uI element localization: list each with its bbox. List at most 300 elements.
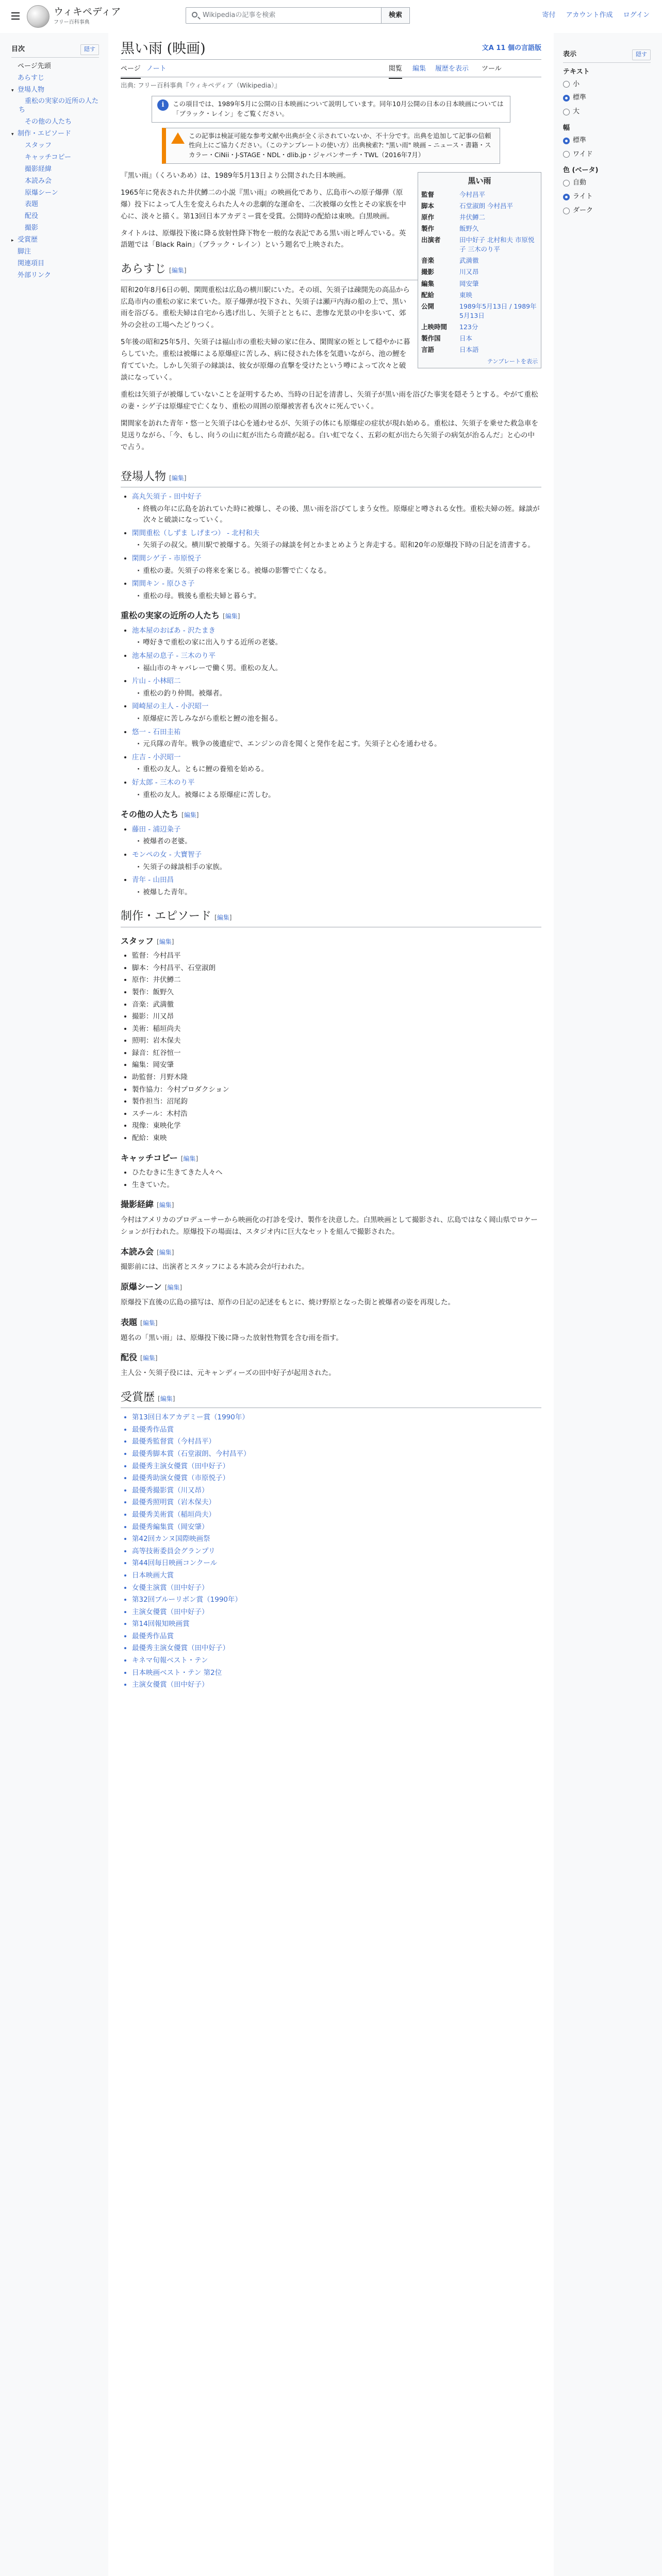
- reading-paragraph: 撮影前には、出演者とスタッフによる本読み会が行われた。: [121, 1263, 309, 1272]
- toc-item-label[interactable]: キャッチコピー: [25, 153, 71, 161]
- toc-item-label[interactable]: 撮影: [25, 224, 39, 232]
- infobox-row: [421, 212, 538, 223]
- character-name[interactable]: 池本屋のおばあ - 沢たまき: [132, 626, 216, 635]
- section-heading-cast: [121, 1351, 541, 1364]
- character-name[interactable]: 庄吉 - 小沢昭一: [132, 753, 181, 761]
- infobox-row: [421, 321, 538, 333]
- award-item[interactable]: • キネマ旬報ベスト・テン: [132, 1655, 541, 1667]
- edit-section-link[interactable]: [編集]: [157, 1248, 174, 1256]
- staff-item: • 原作：井伏鱒二: [132, 975, 541, 986]
- edit-section-link[interactable]: [編集]: [223, 613, 240, 620]
- radio-icon[interactable]: [563, 95, 570, 101]
- infobox-row: [421, 333, 538, 344]
- awards-list: [121, 1412, 541, 1691]
- edit-label[interactable]: 編集: [171, 267, 184, 275]
- infobox-key: 編集: [421, 279, 435, 287]
- staff-item: • 監督：今村昌平: [132, 951, 541, 962]
- character-name[interactable]: 片山 - 小林昭二: [132, 677, 181, 686]
- staff-item: • 製作担当：沼尾鈞: [132, 1096, 541, 1108]
- heading-text: スタッフ: [121, 936, 154, 946]
- tab-edit[interactable]: 編集: [412, 65, 426, 73]
- staff-item: • 録音：紅谷愃一: [132, 1048, 541, 1059]
- infobox-value[interactable]: 東映: [459, 291, 473, 299]
- heading-text: 表題: [121, 1317, 138, 1327]
- section-heading-catchcopy: [121, 1151, 541, 1165]
- award-item[interactable]: • 第32回ブルーリボン賞（1990年）: [132, 1595, 541, 1606]
- infobox-value[interactable]: 123分: [459, 323, 478, 331]
- character-desc: · 重松の母。戦後も重松夫婦と暮らす。: [143, 591, 541, 602]
- toc-item[interactable]: [11, 270, 99, 282]
- heading-text: 配役: [121, 1352, 138, 1363]
- synopsis-paragraph: 重松は矢須子が被爆していないことを証明するため、当時の日記を清書し、矢須子が黒い雨を浴びた事実を隠そうとする。やがて重松の妻・シゲ子は原爆症で亡くなり、重松の周囲の原爆被害者も次々に死んでいく。: [121, 391, 538, 411]
- from-wikipedia: 出典: フリー百科事典『ウィキペディア（Wikipedia）』: [121, 81, 281, 89]
- award-item[interactable]: • 第42回カンヌ国際映画祭: [132, 1534, 541, 1545]
- neighbors-list: [121, 625, 541, 801]
- staff-list: [121, 951, 541, 1144]
- award-item[interactable]: • 日本映画大賞: [132, 1570, 541, 1582]
- award-item[interactable]: • 最優秀助演女優賞（市原悦子）: [132, 1473, 541, 1484]
- edit-section-link[interactable]: [編集]: [157, 1201, 174, 1209]
- characters-list: [121, 492, 541, 602]
- toc-item[interactable]: [11, 84, 99, 96]
- character-desc: · 元兵隊の青年。戦争の後遺症で、エンジンの音を聞くと発作を起こす。矢須子と心を通わせる。: [143, 739, 541, 750]
- edit-section-link[interactable]: [編集]: [214, 914, 232, 922]
- character-item: [132, 579, 541, 602]
- infobox-value[interactable]: 田中好子 北村和夫 市原悦子 三木のり平: [459, 236, 535, 253]
- infobox-rows: [421, 189, 538, 356]
- infobox-key: 撮影: [421, 268, 435, 276]
- award-item[interactable]: • 最優秀作品賞: [132, 1425, 541, 1436]
- heading-text: 撮影経緯: [121, 1199, 154, 1210]
- heading-text: 受賞歴: [121, 1391, 155, 1404]
- toc-title: 目次: [11, 45, 25, 53]
- character-name[interactable]: 池本屋の息子 - 三木のり平: [132, 652, 216, 660]
- staff-item: • 撮影：川又昂: [132, 1011, 541, 1023]
- infobox-value[interactable]: 日本語: [459, 346, 479, 354]
- shoot-paragraph: 今村はアメリカのプロデューサーから映画化の打診を受け、製作を決意した。白黒映画として撮影され、広島ではなく岡山県でロケーションが行われた。原爆投下の場面は、スタジオ内に巨大なセットを組んで撮影された。: [121, 1216, 538, 1236]
- option-label: 標準: [573, 136, 587, 144]
- character-name[interactable]: 藤田 - 浦辺粂子: [132, 825, 181, 834]
- award-item[interactable]: • 最優秀作品賞: [132, 1631, 541, 1642]
- award-item[interactable]: • 高等技術委員会グランプリ: [132, 1546, 541, 1557]
- create-account-link[interactable]: アカウント作成: [566, 11, 613, 19]
- character-item: [132, 850, 541, 873]
- character-item: [132, 651, 541, 674]
- staff-item: • 編集：岡安肇: [132, 1060, 541, 1071]
- character-item: [132, 528, 541, 551]
- toc-item[interactable]: [11, 246, 99, 258]
- user-links: [534, 10, 650, 21]
- character-desc: · 重松の友人。ともに鯉の養殖を始める。: [143, 764, 541, 775]
- edit-label[interactable]: 編集: [160, 1395, 173, 1402]
- edit-section-link[interactable]: [編集]: [164, 1284, 183, 1292]
- infobox: [418, 172, 541, 369]
- infobox-row: [421, 266, 538, 278]
- section-heading-staff: [121, 935, 541, 948]
- catchcopy-list: [121, 1167, 541, 1191]
- title-paragraph: 題名の「黒い雨」は、原爆投下後に降った放射性物質を含む雨を指す。: [121, 1333, 343, 1342]
- character-name[interactable]: 悠一 - 石田圭祐: [132, 727, 181, 736]
- toc-item-label[interactable]: 本読み会: [25, 177, 52, 185]
- award-item[interactable]: • 主演女優賞（田中好子）: [132, 1680, 541, 1691]
- section-heading-others: [121, 808, 541, 821]
- infobox-key: 出演者: [421, 236, 441, 244]
- character-name[interactable]: 閑間重松（しずま しげまつ） - 北村和夫: [132, 529, 260, 537]
- login-link[interactable]: ログイン: [623, 11, 650, 19]
- page-tabs: [121, 60, 541, 77]
- character-name[interactable]: 高丸矢須子 - 田中好子: [132, 492, 202, 501]
- option-label: ワイド: [573, 150, 593, 158]
- character-name[interactable]: 岡崎屋の主人 - 小沢昭一: [132, 702, 209, 711]
- edit-label[interactable]: 編集: [159, 938, 172, 945]
- edit-section-link[interactable]: [編集]: [158, 1395, 175, 1402]
- toc-item-label[interactable]: 外部リンク: [18, 271, 51, 279]
- toc-item-label[interactable]: スタッフ: [25, 142, 52, 150]
- character-desc-list: [132, 688, 541, 700]
- infobox-value[interactable]: 1989年5月13日 / 1989年5月13日: [459, 302, 537, 319]
- table-of-contents: [11, 44, 99, 282]
- appearance-panel: [563, 44, 651, 218]
- character-item: [132, 824, 541, 848]
- text-size-option[interactable]: [563, 105, 651, 119]
- search-button[interactable]: 検索: [381, 7, 410, 24]
- edit-section-link[interactable]: [編集]: [157, 938, 174, 945]
- award-item[interactable]: • 最優秀脚本賞（石堂淑朗、今村昌平）: [132, 1449, 541, 1460]
- synopsis-paragraph: 昭和20年8月6日の朝、閑間重松は広島の横川駅にいた。その頃、矢須子は疎開先の高品から広島市内の重松の家に来ていた。原子爆弾が投下され、矢須子は瀬戸内海の船の上で、黒い雨を浴びる。重松夫婦は自宅から逃げ出し、矢須子とともに、悲惨な光景の中を歩いて、郊外の会社の工場へたどりつく。: [121, 285, 410, 330]
- tab-history[interactable]: 履歴を表示: [435, 65, 469, 73]
- award-item[interactable]: • 最優秀主演女優賞（田中好子）: [132, 1461, 541, 1472]
- site-header: [0, 0, 662, 33]
- character-item: [132, 752, 541, 775]
- award-item[interactable]: • 最優秀撮影賞（川又昂）: [132, 1485, 541, 1497]
- intro-paragraph: 1965年に発表された井伏鱒二の小説『黒い雨』の映画化であり、広島市への原子爆弾（原爆）投下によって人生を変えられた人々の悲劇的な運命を、二次被爆の女性とその家族を中心に、淡々と描く。第13回日本アカデミー賞を受賞。公開時の配給は東映。白黒映画。: [121, 188, 406, 221]
- language-button[interactable]: 文A 11 個の言語版: [482, 44, 541, 52]
- character-desc-list: [132, 714, 541, 725]
- toc-item[interactable]: [11, 258, 99, 270]
- character-desc: · 福山市のキャバレーで働く男。重松の友人。: [143, 663, 541, 674]
- infobox-key: 上映時間: [421, 323, 448, 331]
- edit-label[interactable]: 編集: [167, 1284, 180, 1292]
- character-desc-list: [132, 790, 541, 801]
- staff-item: • 助監督：月野木隆: [132, 1072, 541, 1083]
- radio-icon[interactable]: [563, 138, 570, 144]
- wordmark[interactable]: ウィキペディア: [54, 6, 121, 18]
- notice-text: この記事は検証可能な参考文献や出典が全く示されていないか、不十分です。出典を追加して記事の信頼性向上にご協力ください。（このテンプレートの使い方）出典検索?: "黒い雨" 映画 – ニュース・書籍・スカラー・CiNii・J-STAGE・NDL・dlib.jp・ジャパンサーチ・TWL（2016年7月）: [189, 131, 491, 159]
- heading-text: 登場人物: [121, 470, 167, 483]
- infobox-value[interactable]: 岡安肇: [459, 279, 479, 287]
- infobox-value[interactable]: 日本: [459, 334, 473, 343]
- toc-item[interactable]: [11, 96, 99, 116]
- edit-section-link[interactable]: [編集]: [180, 1155, 198, 1162]
- toc-item-label[interactable]: 重松の実家の近所の人たち: [19, 97, 99, 114]
- infobox-row: [421, 278, 538, 290]
- toc-item-label[interactable]: 受賞歴: [18, 236, 38, 244]
- infobox-key: 製作: [421, 224, 435, 232]
- infobox-key: 製作国: [421, 334, 441, 343]
- award-item[interactable]: • 第13回日本アカデミー賞（1990年）: [132, 1412, 541, 1423]
- option-label: 標準: [573, 94, 587, 102]
- edit-section-link[interactable]: [編集]: [169, 267, 187, 275]
- character-desc: · 重松の妻。矢須子の将来を案じる。被爆の影響で亡くなる。: [143, 566, 541, 577]
- main-content: [108, 33, 554, 2576]
- staff-item: • 脚本：今村昌平、石堂淑朗: [132, 963, 541, 974]
- section-heading-neighbors: [121, 609, 541, 622]
- color-option[interactable]: [563, 190, 651, 204]
- toc-item[interactable]: [11, 188, 99, 199]
- width-option[interactable]: [563, 148, 651, 162]
- edit-label[interactable]: 編集: [183, 1155, 196, 1162]
- toc-header: [11, 44, 99, 58]
- toc-item-label[interactable]: 制作・エピソード: [18, 130, 72, 138]
- heading-text: 重松の実家の近所の人たち: [121, 611, 220, 621]
- toc-item[interactable]: [11, 152, 99, 164]
- refimprove-notice: [162, 128, 500, 164]
- edit-label[interactable]: 編集: [142, 1354, 155, 1362]
- award-item[interactable]: • 女優主演賞（田中好子）: [132, 1583, 541, 1594]
- staff-item: • スチール：木村浩: [132, 1109, 541, 1120]
- option-label: 大: [573, 108, 580, 116]
- heading-text: 原爆シーン: [121, 1282, 162, 1292]
- color-option[interactable]: [563, 176, 651, 190]
- character-item: [132, 676, 541, 699]
- toc-item-label[interactable]: 撮影経緯: [25, 165, 52, 173]
- character-desc: · 噂好きで重松の家に出入りする近所の老婆。: [143, 637, 541, 649]
- toc-item[interactable]: [11, 140, 99, 152]
- infobox-row: [421, 255, 538, 266]
- edit-label[interactable]: 編集: [159, 1248, 172, 1256]
- infobox-row: [421, 290, 538, 301]
- award-item[interactable]: • 最優秀照明賞（岩木保夫）: [132, 1497, 541, 1509]
- radio-icon[interactable]: [563, 194, 570, 200]
- character-desc-list: [132, 591, 541, 602]
- character-desc: · 矢須子の縁談相手の家族。: [143, 862, 541, 873]
- infobox-row: [421, 223, 538, 234]
- character-desc: · 重松の友人。被爆による原爆症に苦しむ。: [143, 790, 541, 801]
- heading-text: 制作・エピソード: [121, 910, 212, 923]
- color-heading: 色 (ベータ): [563, 166, 599, 175]
- toc-item[interactable]: [11, 164, 99, 176]
- text-size-option[interactable]: [563, 91, 651, 105]
- infobox-value[interactable]: 飯野久: [459, 224, 479, 232]
- edit-section-link[interactable]: [編集]: [140, 1354, 158, 1362]
- character-item: [132, 625, 541, 649]
- infobox-key: 監督: [421, 190, 435, 198]
- edit-label[interactable]: 編集: [184, 811, 196, 819]
- info-icon: i: [157, 99, 169, 111]
- wikipedia-logo[interactable]: [27, 5, 49, 28]
- toc-item[interactable]: [11, 199, 99, 211]
- toc-item-label[interactable]: 原爆シーン: [25, 189, 58, 197]
- heading-text: 本読み会: [121, 1246, 154, 1257]
- heading-text: その他の人たち: [121, 809, 179, 820]
- toc-toggle-icon[interactable]: ▾: [11, 88, 14, 93]
- infobox-key: 脚本: [421, 201, 435, 210]
- article-body: [121, 170, 541, 1691]
- character-desc: · 被爆者の老婆。: [143, 836, 541, 848]
- award-item[interactable]: • 最優秀監督賞（今村昌平）: [132, 1436, 541, 1448]
- edit-label[interactable]: 編集: [142, 1319, 155, 1327]
- character-item: [132, 727, 541, 750]
- toc-list: [11, 61, 99, 282]
- width-option[interactable]: [563, 134, 651, 148]
- synopsis-paragraph: 5年後の昭和25年5月、矢須子は福山市の重松夫婦の家に住み、閑間家の姪として穏やかに暮らしていた。重松は被爆による原爆症に苦しみ、病に侵された体を気遣いながら、池の鯉を育てていた。しかし矢須子の縁談は、彼女が原爆の直撃を受けたという噂によって次々と破談になっていく。: [121, 338, 410, 382]
- search-input[interactable]: Wikipediaの記事を検索: [186, 7, 382, 24]
- width-heading: 幅: [563, 124, 570, 132]
- hatnote-text: この項目では、1989年5月に公開の日本映画について説明しています。同年10月公開の日本の日本映画については「ブラック・レイン」をご覧ください。: [173, 100, 504, 117]
- hatnote: [152, 96, 510, 123]
- radio-icon[interactable]: [563, 208, 570, 214]
- character-name[interactable]: 好太郎 - 三木のり平: [132, 778, 195, 787]
- infobox-key: 原作: [421, 213, 435, 221]
- section-heading-characters: [121, 468, 541, 487]
- character-desc: · 被爆した青年。: [143, 887, 541, 899]
- section-heading-shoot: [121, 1198, 541, 1211]
- catchcopy-item: • ひたむきに生きてきた人々へ: [132, 1167, 541, 1179]
- radio-icon[interactable]: [563, 151, 570, 158]
- text-size-heading: テキスト: [563, 67, 590, 76]
- toc-item[interactable]: [11, 61, 99, 73]
- section-heading-bomb: [121, 1280, 541, 1294]
- edit-section-link[interactable]: [編集]: [181, 811, 199, 819]
- infobox-footer-link[interactable]: テンプレートを表示: [487, 358, 538, 365]
- heading-text: キャッチコピー: [121, 1153, 178, 1163]
- toc-item[interactable]: [11, 176, 99, 188]
- infobox-key: 音楽: [421, 257, 435, 265]
- warning-icon: [171, 132, 185, 144]
- infobox-value[interactable]: 石堂淑朗 今村昌平: [459, 201, 513, 210]
- character-desc: · 原爆症に苦しみながら重松と鯉の池を掘る。: [143, 714, 541, 725]
- toc-item-label[interactable]: その他の人たち: [25, 118, 72, 126]
- infobox-key: 配給: [421, 291, 435, 299]
- infobox-key: 公開: [421, 302, 435, 310]
- character-desc-list: [132, 504, 541, 526]
- catchcopy-item: • 生きていた。: [132, 1180, 541, 1191]
- infobox-title: 黒い雨: [468, 176, 491, 185]
- intro-paragraph: タイトルは、原爆投下後に降る放射性降下物を一般的な表記である黒い雨と呼んでいる。英語題では「Black Rain」（ブラック・レイン）という題名で上映された。: [121, 229, 406, 249]
- tagline: フリー百科事典: [54, 20, 90, 25]
- character-item: [132, 701, 541, 724]
- section-heading-production: [121, 907, 541, 927]
- others-list: [121, 824, 541, 899]
- title-bar: [121, 39, 541, 60]
- edit-label[interactable]: 編集: [217, 914, 229, 922]
- character-desc-list: [132, 836, 541, 848]
- tab-talk[interactable]: ノート: [146, 65, 167, 73]
- character-desc-list: [132, 862, 541, 873]
- award-item[interactable]: • 主演女優賞（田中好子）: [132, 1607, 541, 1618]
- toc-toggle-icon[interactable]: ▾: [11, 132, 14, 138]
- bomb-paragraph: 原爆投下直後の広島の描写は、原作の日記の記述をもとに、焼け野原となった街と被爆者の姿を再現した。: [121, 1298, 455, 1307]
- character-desc: · 重松の釣り仲間。被爆者。: [143, 688, 541, 700]
- toc-hide-button[interactable]: 隠す: [80, 44, 99, 55]
- edit-section-link[interactable]: [編集]: [140, 1319, 158, 1327]
- intro-paragraph: 『黒い雨』（くろいあめ）は、1989年5月13日より公開された日本映画。: [121, 171, 350, 180]
- character-name[interactable]: 青年 - 山田昌: [132, 876, 174, 885]
- tab-tools[interactable]: ツール: [482, 65, 502, 73]
- staff-item: • 美術：稲垣尚夫: [132, 1024, 541, 1035]
- award-item[interactable]: • 最優秀美術賞（稲垣尚夫）: [132, 1510, 541, 1521]
- toc-item-label[interactable]: あらすじ: [18, 74, 45, 82]
- text-size-option[interactable]: [563, 78, 651, 92]
- main-menu-icon[interactable]: [11, 12, 20, 20]
- radio-icon[interactable]: [563, 180, 570, 187]
- character-item: [132, 875, 541, 898]
- award-item[interactable]: • 第14回報知映画賞: [132, 1619, 541, 1630]
- staff-item: • 製作：飯野久: [132, 987, 541, 998]
- infobox-row: [421, 200, 538, 212]
- section-heading-reading: [121, 1245, 541, 1259]
- heading-text: あらすじ: [121, 263, 167, 276]
- edit-section-link[interactable]: [編集]: [169, 474, 187, 482]
- radio-icon[interactable]: [563, 81, 570, 88]
- character-desc-list: [132, 887, 541, 899]
- color-option[interactable]: [563, 204, 651, 218]
- toc-item[interactable]: [11, 223, 99, 234]
- character-desc-list: [132, 739, 541, 750]
- toc-item[interactable]: [11, 234, 99, 246]
- award-item[interactable]: • 最優秀主演女優賞（田中好子）: [132, 1643, 541, 1654]
- toc-item[interactable]: [11, 116, 99, 128]
- award-item[interactable]: • 日本映画ベスト・テン 第2位: [132, 1668, 541, 1679]
- option-label: ダーク: [573, 206, 593, 214]
- infobox-row: [421, 234, 538, 255]
- award-item[interactable]: • 第44回毎日映画コンクール: [132, 1558, 541, 1569]
- infobox-value[interactable]: 井伏鱒二: [459, 213, 486, 221]
- infobox-row: [421, 189, 538, 200]
- search-icon: [192, 12, 197, 18]
- edit-label[interactable]: 編集: [159, 1201, 172, 1209]
- toc-item[interactable]: [11, 128, 99, 140]
- synopsis-paragraph: 閑間家を訪れた青年・悠一と矢須子は心を通わせるが、矢須子の体にも原爆症の症状が現れ始める。重松は、矢須子を乗せた救急車を見送りながら、「今、もし、向うの山に虹が出たら奇蹟が起る。白い虹でなく、五彩の虹が出たら矢須子の病気が治るんだ」と心の中で占う。: [121, 419, 538, 451]
- character-desc-list: [132, 566, 541, 577]
- toc-item-label[interactable]: 脚注: [18, 248, 31, 256]
- character-item: [132, 492, 541, 526]
- toc-toggle-icon[interactable]: ▸: [11, 238, 14, 244]
- character-desc: · 矢須子の叔父。横川駅で被爆する。矢須子の縁談を何とかまとめようと奔走する。昭和20年の原爆投下時の日記を清書する。: [143, 540, 541, 551]
- donate-link[interactable]: 寄付: [542, 11, 556, 19]
- toc-item[interactable]: [11, 73, 99, 84]
- staff-item: • 配給：東映: [132, 1133, 541, 1144]
- character-name[interactable]: 閑間キン - 原ひさ子: [132, 580, 195, 588]
- character-desc-list: [132, 663, 541, 674]
- infobox-value[interactable]: 今村昌平: [459, 190, 486, 198]
- infobox-value[interactable]: 川又昂: [459, 268, 479, 276]
- tab-page[interactable]: ページ: [121, 64, 141, 79]
- appearance-title: 表示: [563, 50, 577, 58]
- tab-read[interactable]: 閲覧: [389, 64, 402, 79]
- appearance-header: [563, 49, 651, 63]
- character-desc: · 終戦の年に広島を訪れていた時に被爆し、その後、黒い雨を浴びてしまう女性。原爆症と噂される女性。重松夫婦の姪。縁談が次々と破談になっていく。: [143, 504, 541, 526]
- character-name[interactable]: モンペの女 - 大寶智子: [132, 850, 202, 859]
- section-heading-title: [121, 1316, 541, 1329]
- toc-item-label[interactable]: 登場人物: [18, 86, 45, 94]
- infobox-row: [421, 301, 538, 321]
- award-item[interactable]: • 最優秀編集賞（岡安肇）: [132, 1522, 541, 1533]
- toc-item-label[interactable]: ページ先頭: [18, 62, 51, 70]
- appearance-hide-button[interactable]: 隠す: [632, 49, 651, 60]
- infobox-row: [421, 344, 538, 355]
- staff-item: • 音楽：武満徹: [132, 999, 541, 1011]
- infobox-value[interactable]: 武満徹: [459, 257, 479, 265]
- toc-item[interactable]: [11, 211, 99, 223]
- character-name[interactable]: 閑間シゲ子 - 市原悦子: [132, 554, 202, 563]
- toc-item-label[interactable]: 配役: [25, 212, 39, 221]
- radio-icon[interactable]: [563, 109, 570, 115]
- toc-item-label[interactable]: 表題: [25, 200, 39, 209]
- toc-item-label[interactable]: 関連項目: [18, 259, 45, 267]
- edit-label[interactable]: 編集: [225, 613, 238, 620]
- edit-label[interactable]: 編集: [171, 474, 184, 482]
